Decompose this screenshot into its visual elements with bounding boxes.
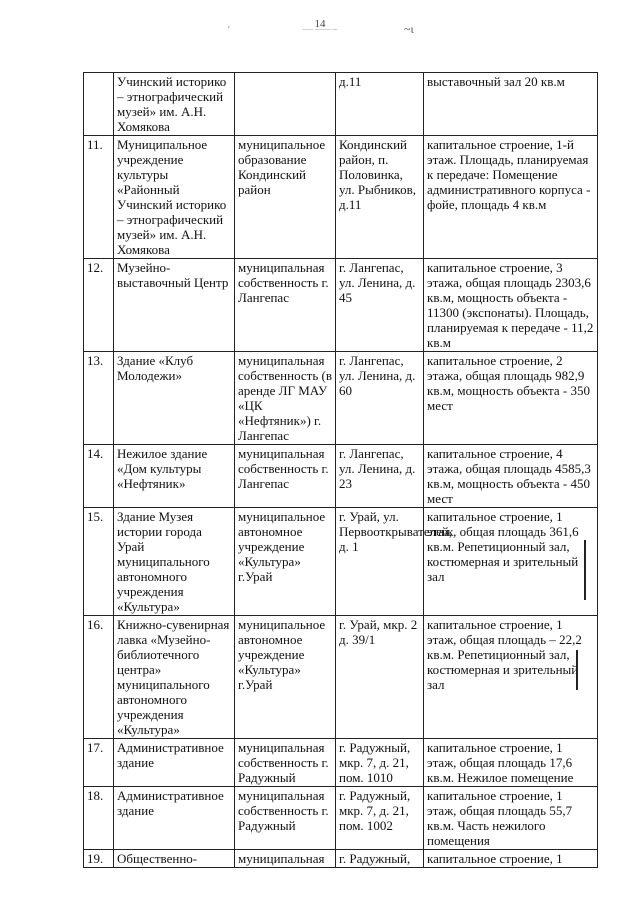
stray-mark: ' [228,25,230,36]
object-name: Общественно- [114,850,235,868]
address-cell: г. Радужный, мкр. 7, д. 21, пом. 1010 [336,739,424,787]
table-row [84,616,598,739]
description-cell: капитальное строение, 3 этажа, общая площадь 2303,6 кв.м, мощность объекта - 11300 (экспонаты). Площадь, планируемая к передаче - 11,2 кв.м [424,259,598,352]
object-name: Музейно-выставочный Центр [114,259,235,352]
object-name: Нежилое здание «Дом культуры «Нефтяник» [114,445,235,508]
table-row [84,445,598,508]
table-row [84,136,598,259]
row-number: 13. [84,352,114,445]
table-row [84,739,598,787]
address-cell: г. Лангепас, ул. Ленина, д. 60 [336,352,424,445]
object-name: Административное здание [114,739,235,787]
objects-table [83,72,598,868]
owner-cell: муниципальная [235,850,336,868]
description-cell: капитальное строение, 1 [424,850,598,868]
owner-cell: муниципальная собственность г. Лангепас [235,259,336,352]
address-cell: Кондинский район, п. Половинка, ул. Рыбников, д.11 [336,136,424,259]
row-number [84,73,114,136]
address-cell: г. Урай, мкр. 2 д. 39/1 [336,616,424,739]
owner-cell: муниципальная собственность (в аренде ЛГ МАУ «ЦК «Нефтяник») г. Лангепас [235,352,336,445]
description-cell: капитальное строение, 4 этажа, общая площадь 4585,3 кв.м, мощность объекта - 450 мест [424,445,598,508]
object-name: Книжно-сувенирная лавка «Музейно-библиотечного центра» муниципального автономного учреждения «Культура» [114,616,235,739]
description-cell: капитальное строение, 1 этаж, общая площадь – 22,2 кв.м. Репетиционный зал, костюмерная и зрительный зал [424,616,598,739]
table-row [84,352,598,445]
description-cell: капитальное строение, 1 этаж, общая площадь 361,6 кв.м. Репетиционный зал, костюмерная и зрительный зал [424,508,598,616]
address-cell: г. Радужный, [336,850,424,868]
stray-mark: ~ι [404,22,414,36]
owner-cell: муниципальное автономное учреждение «Культура» г.Урай [235,616,336,739]
table-row [84,73,598,136]
header-scribble: ~~~~ ~~~~~~ ~~ [302,28,338,33]
owner-cell: муниципальная собственность г. Радужный [235,739,336,787]
row-number: 17. [84,739,114,787]
description-cell: капитальное строение, 1-й этаж. Площадь, планируемая к передаче: Помещение административного корпуса - фойе, площадь 4 кв.м [424,136,598,259]
object-name: Муниципальное учреждение культуры «Районный Учинский историко – этнографический музей» им. А.Н. Хомякова [114,136,235,259]
description-cell: выставочный зал 20 кв.м [424,73,598,136]
owner-cell [235,73,336,136]
object-name: Здание «Клуб Молодежи» [114,352,235,445]
table-row [84,508,598,616]
row-number: 11. [84,136,114,259]
row-number: 18. [84,787,114,850]
description-cell: капитальное строение, 1 этаж, общая площадь 17,6 кв.м. Нежилое помещение [424,739,598,787]
table-row [84,259,598,352]
address-cell: г. Урай, ул. Первооткрывателей, д. 1 [336,508,424,616]
owner-cell: муниципальное образование Кондинский район [235,136,336,259]
page-number: 14 [314,18,326,30]
handwritten-mark [572,650,578,690]
description-cell: капитальное строение, 2 этажа, общая площадь 982,9 кв.м, мощность объекта - 350 мест [424,352,598,445]
page-header [0,18,640,33]
object-name: Здание Музея истории города Урай муниципального автономного учреждения «Культура» [114,508,235,616]
row-number: 12. [84,259,114,352]
row-number: 16. [84,616,114,739]
owner-cell: муниципальное автономное учреждение «Культура» г.Урай [235,508,336,616]
owner-cell: муниципальная собственность г. Лангепас [235,445,336,508]
object-name: Учинский историко – этнографический музей» им. А.Н. Хомякова [114,73,235,136]
row-number: 19. [84,850,114,868]
address-cell: г. Радужный, мкр. 7, д. 21, пом. 1002 [336,787,424,850]
row-number: 15. [84,508,114,616]
object-name: Административное здание [114,787,235,850]
table-row [84,850,598,868]
owner-cell: муниципальная собственность г. Радужный [235,787,336,850]
handwritten-mark [580,540,586,600]
address-cell: д.11 [336,73,424,136]
row-number: 14. [84,445,114,508]
table-row [84,787,598,850]
address-cell: г. Лангепас, ул. Ленина, д. 23 [336,445,424,508]
description-cell: капитальное строение, 1 этаж, общая площадь 55,7 кв.м. Часть нежилого помещения [424,787,598,850]
address-cell: г. Лангепас, ул. Ленина, д. 45 [336,259,424,352]
